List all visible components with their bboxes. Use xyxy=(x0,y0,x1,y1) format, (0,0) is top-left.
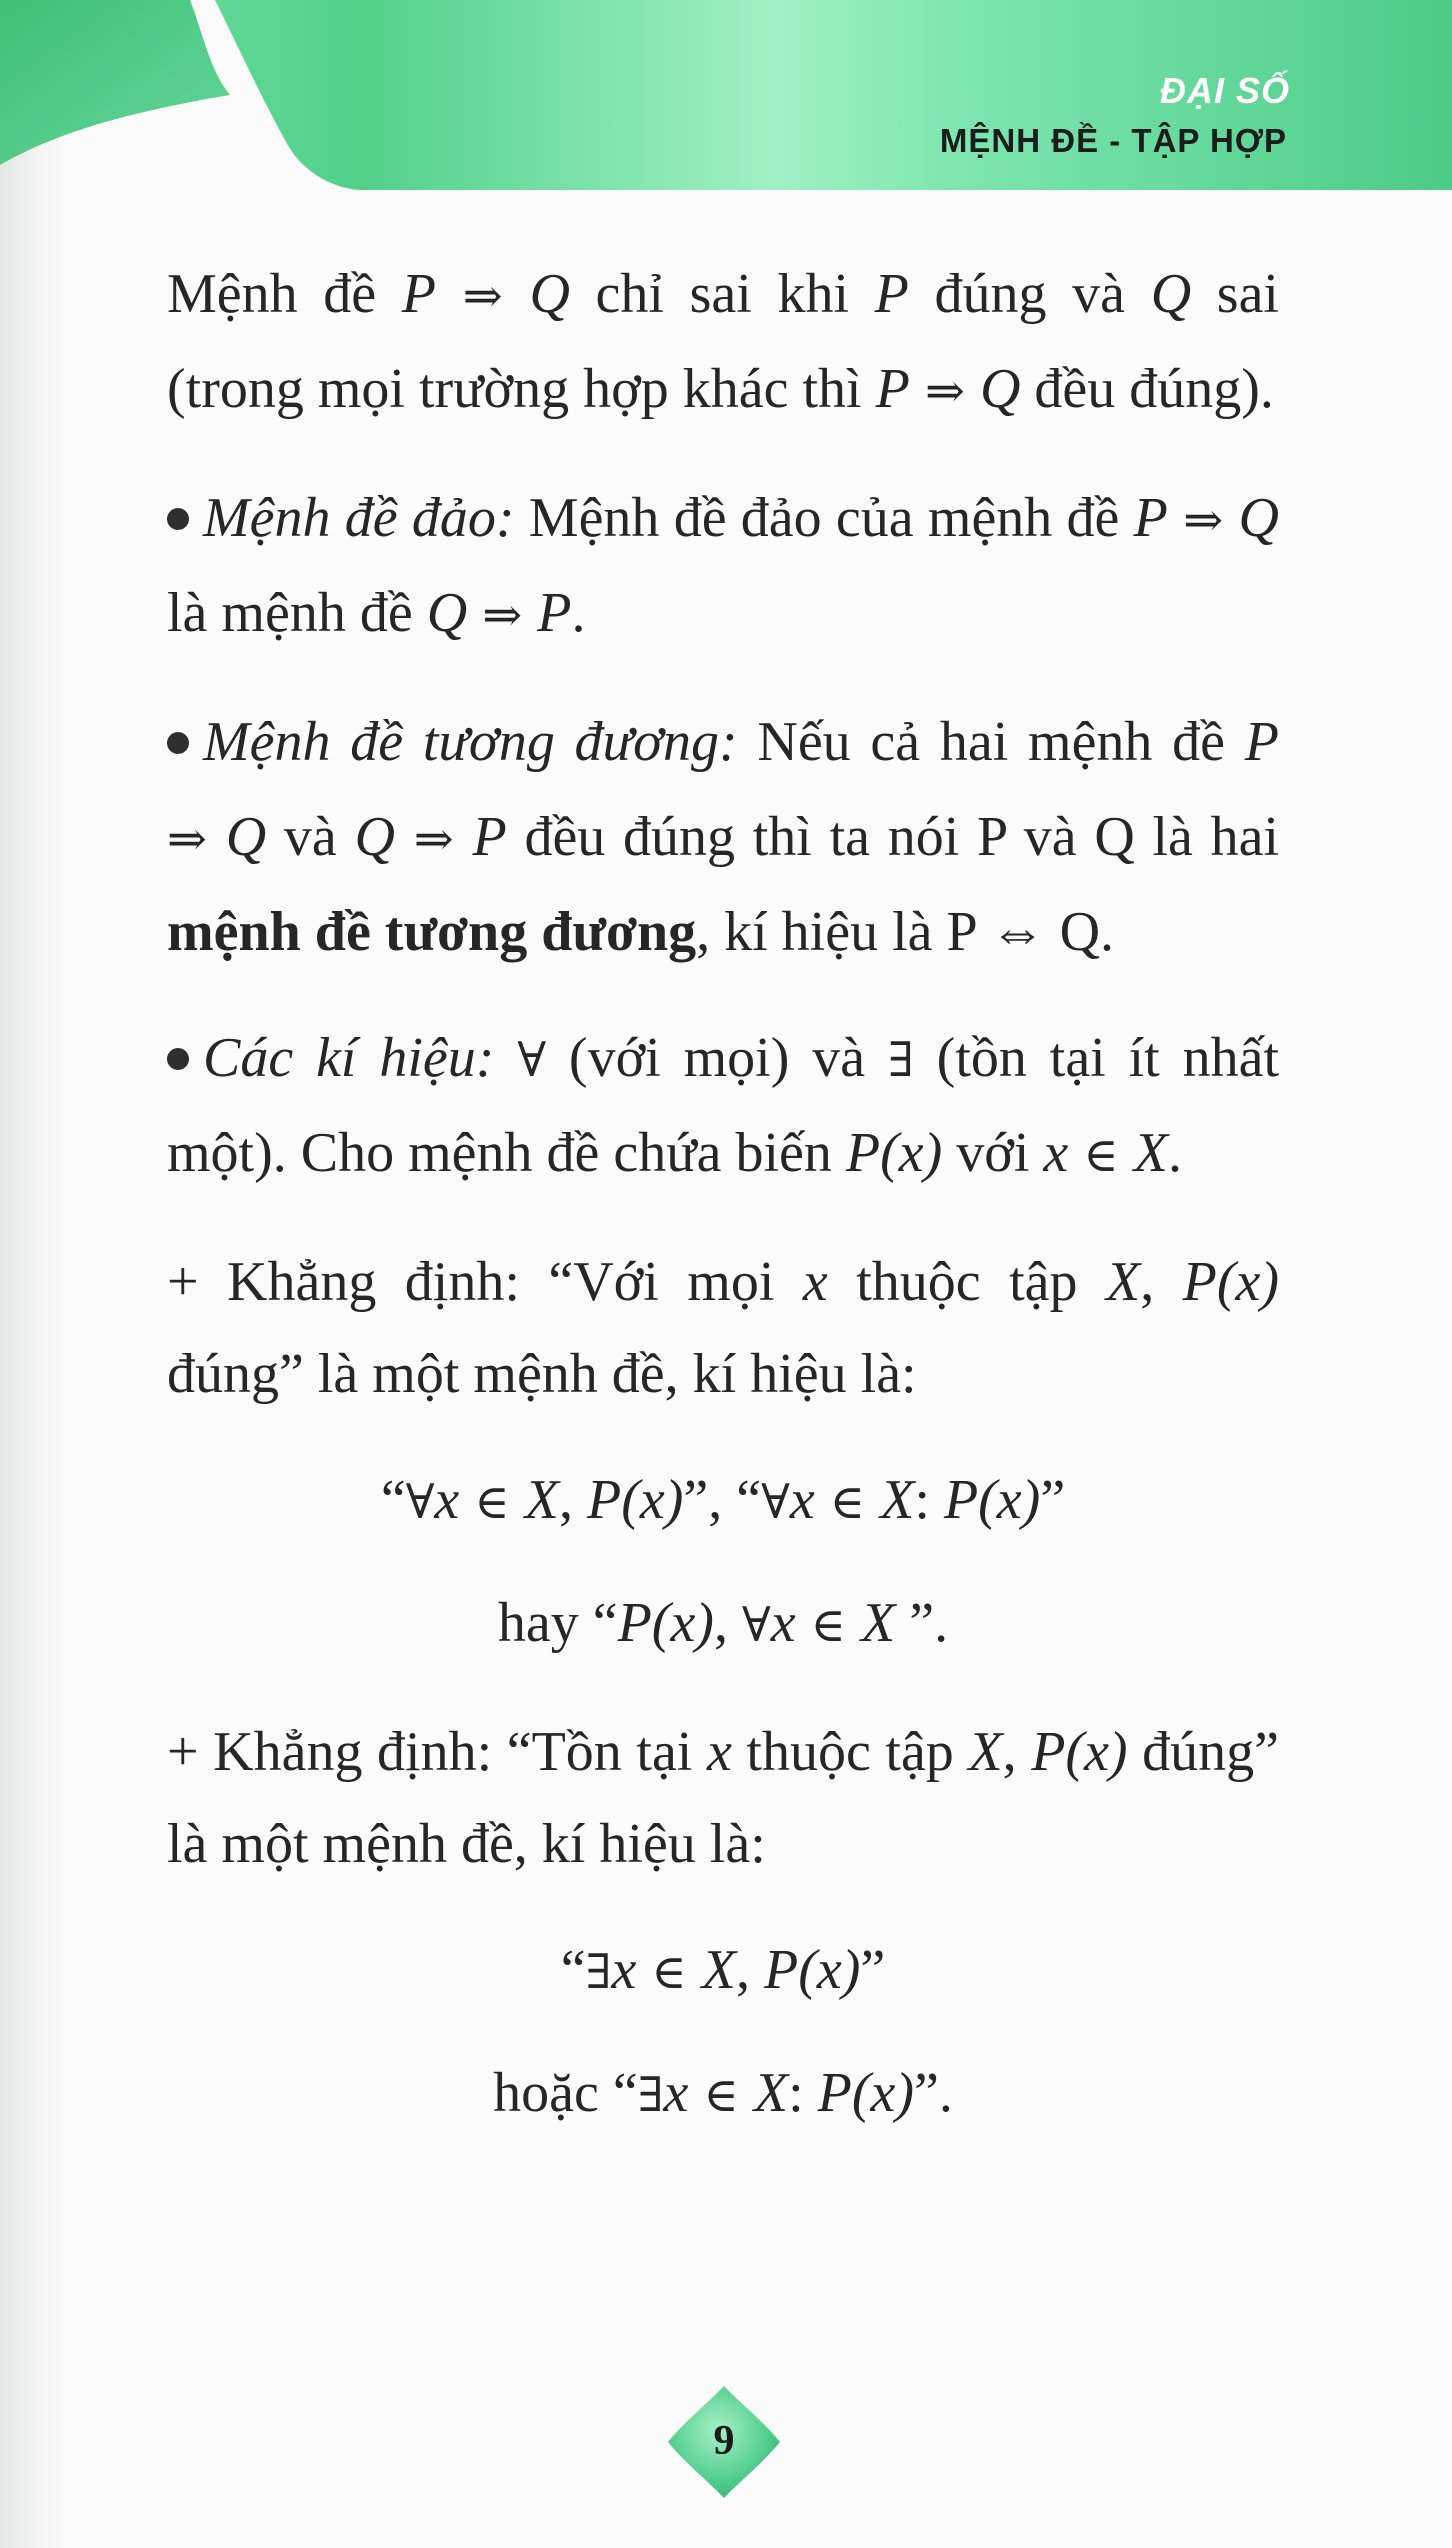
text: đều đúng thì ta nói P và Q là hai xyxy=(506,806,1280,868)
claim-forall-paragraph xyxy=(167,1236,1279,1420)
math-P: P xyxy=(875,358,910,420)
math-x: x xyxy=(802,1251,828,1313)
math-Px: P(x) xyxy=(817,2062,915,2124)
forall-formula-line xyxy=(167,1454,1279,1549)
math-x: x xyxy=(706,1721,732,1783)
element-of-symbol: ∈ xyxy=(814,1475,881,1530)
text: , xyxy=(559,1469,587,1531)
text: , xyxy=(713,1592,742,1654)
math-implies: ⇒ xyxy=(1167,493,1239,548)
text: đúng” là một mệnh đề, kí hiệu là: xyxy=(167,1343,917,1405)
text: , xyxy=(736,1939,765,2001)
converse-paragraph xyxy=(167,472,1279,662)
math-X: X xyxy=(753,2062,789,2124)
term-label: Các kí hiệu: xyxy=(203,1027,495,1089)
text: với xyxy=(942,1122,1044,1184)
text: “ xyxy=(560,1939,586,2001)
math-Q: Q xyxy=(529,263,570,325)
text: đúng” là một mệnh đề, kí hiệu là: xyxy=(167,1721,1280,1875)
math-implies: ⇒ xyxy=(436,269,530,324)
forall-symbol: ∀ xyxy=(761,1475,790,1530)
math-P: P xyxy=(1133,487,1168,549)
math-Px: P(x) xyxy=(1182,1251,1280,1313)
text: + Khẳng định: “Tồn tại xyxy=(167,1721,707,1783)
math-Px: P(x) xyxy=(617,1592,714,1654)
bullet-icon xyxy=(167,1048,189,1070)
chapter-title: MỆNH ĐỀ - TẬP HỢP xyxy=(939,122,1287,159)
forall-symbol: ∀ xyxy=(517,1033,547,1088)
math-x: x xyxy=(663,2062,689,2124)
text: “ xyxy=(380,1469,406,1531)
text: thuộc tập xyxy=(731,1721,969,1783)
element-of-symbol: ∈ xyxy=(636,1945,702,2000)
math-Px: P(x) xyxy=(943,1469,1041,1531)
text: Mệnh đề đảo của mệnh đề xyxy=(514,487,1134,549)
math-x: x xyxy=(434,1469,460,1531)
equivalent-paragraph xyxy=(167,696,1279,978)
math-Q: Q xyxy=(979,358,1021,420)
math-x: x xyxy=(770,1592,796,1654)
math-x: x xyxy=(1043,1122,1069,1184)
exists-formula-alt-line xyxy=(167,2047,1279,2142)
page-content xyxy=(167,248,1279,2142)
math-Q: Q xyxy=(1238,487,1279,549)
text: : xyxy=(788,2062,818,2124)
exists-symbol: ∃ xyxy=(585,1945,612,2000)
math-X: X xyxy=(1105,1251,1141,1313)
claim-exists-paragraph xyxy=(167,1706,1279,1890)
math-implies: ⇒ xyxy=(909,364,980,419)
element-of-symbol: ∈ xyxy=(795,1598,862,1653)
text: Nếu cả hai mệnh đề xyxy=(737,711,1245,773)
math-P: P xyxy=(401,263,437,325)
math-Q: Q xyxy=(1150,263,1192,325)
exists-symbol: ∃ xyxy=(637,2068,664,2123)
math-Px: P(x) xyxy=(764,1939,861,2001)
page-edge-shadow xyxy=(0,0,70,2548)
math-X: X xyxy=(880,1469,915,1531)
term-label: Mệnh đề đảo: xyxy=(203,487,515,549)
forall-symbol: ∀ xyxy=(405,1475,435,1530)
math-Q: Q xyxy=(354,806,395,868)
math-Q: Q xyxy=(225,806,267,868)
text: . xyxy=(1167,1122,1182,1184)
element-of-symbol: ∈ xyxy=(459,1475,525,1530)
math-P: P xyxy=(537,582,572,644)
page-number-badge xyxy=(664,2382,784,2502)
math-Px: P(x) xyxy=(587,1469,684,1531)
element-of-symbol: ∈ xyxy=(688,2068,754,2123)
text: thuộc tập xyxy=(827,1251,1106,1313)
math-Px: P(x) xyxy=(845,1122,943,1184)
text: , xyxy=(1140,1251,1183,1313)
math-P: P xyxy=(472,806,507,868)
term-label: Mệnh đề tương đương: xyxy=(203,711,738,773)
math-Px: P(x) xyxy=(1031,1721,1128,1783)
math-X: X xyxy=(968,1721,1003,1783)
text: ” xyxy=(1040,1469,1066,1531)
symbols-paragraph xyxy=(167,1012,1279,1202)
text: hoặc “ xyxy=(493,2062,638,2124)
text: (với mọi) và xyxy=(546,1027,888,1089)
text: ” xyxy=(860,1939,886,2001)
bullet-icon xyxy=(167,508,189,530)
exists-formula-line xyxy=(167,1924,1279,2019)
forall-formula-alt-line xyxy=(167,1577,1279,1672)
element-of-symbol: ∈ xyxy=(1068,1128,1134,1183)
math-X: X xyxy=(524,1469,559,1531)
math-implies: ⇒ xyxy=(167,812,226,867)
bullet-icon xyxy=(167,732,189,754)
math-implies: ⇒ xyxy=(394,812,473,867)
text: đúng và xyxy=(908,263,1151,325)
page-number: 9 xyxy=(713,2418,735,2464)
math-X: X xyxy=(1133,1122,1168,1184)
text: : xyxy=(914,1469,944,1531)
forall-symbol: ∀ xyxy=(741,1598,771,1653)
text: ”. xyxy=(914,2062,953,2124)
implication-paragraph xyxy=(167,248,1279,438)
text: ”, “ xyxy=(683,1469,762,1531)
math-implies: ⇒ xyxy=(467,588,538,643)
math-X: X xyxy=(861,1592,896,1654)
text: , xyxy=(1002,1721,1032,1783)
text: . xyxy=(571,582,586,644)
text: hay “ xyxy=(497,1592,618,1654)
text: + Khẳng định: “Với mọi xyxy=(167,1251,803,1313)
text: , kí hiệu là P ⇔ Q. xyxy=(696,901,1115,963)
math-X: X xyxy=(701,1939,737,2001)
text: (tồn tại ít nhất một). Cho mệnh đề chứa biến xyxy=(167,1027,1280,1184)
text: là mệnh đề xyxy=(167,582,427,644)
math-x: x xyxy=(789,1469,815,1531)
text: và xyxy=(266,806,355,868)
text: Mệnh đề xyxy=(167,263,402,325)
subject-title: ĐẠI SỐ xyxy=(1159,70,1290,111)
exists-symbol: ∃ xyxy=(887,1033,914,1088)
bold-term: mệnh đề tương đương xyxy=(167,901,697,963)
text: ”. xyxy=(895,1592,949,1654)
math-P: P xyxy=(1244,711,1279,773)
math-Q: Q xyxy=(426,582,468,644)
text: đều đúng). xyxy=(1020,358,1274,420)
math-x: x xyxy=(611,1939,637,2001)
text: chỉ sai khi xyxy=(569,263,875,325)
header-band xyxy=(0,0,1452,200)
math-P: P xyxy=(874,263,909,325)
text: sai (trong mọi trường hợp khác thì xyxy=(167,263,1279,420)
